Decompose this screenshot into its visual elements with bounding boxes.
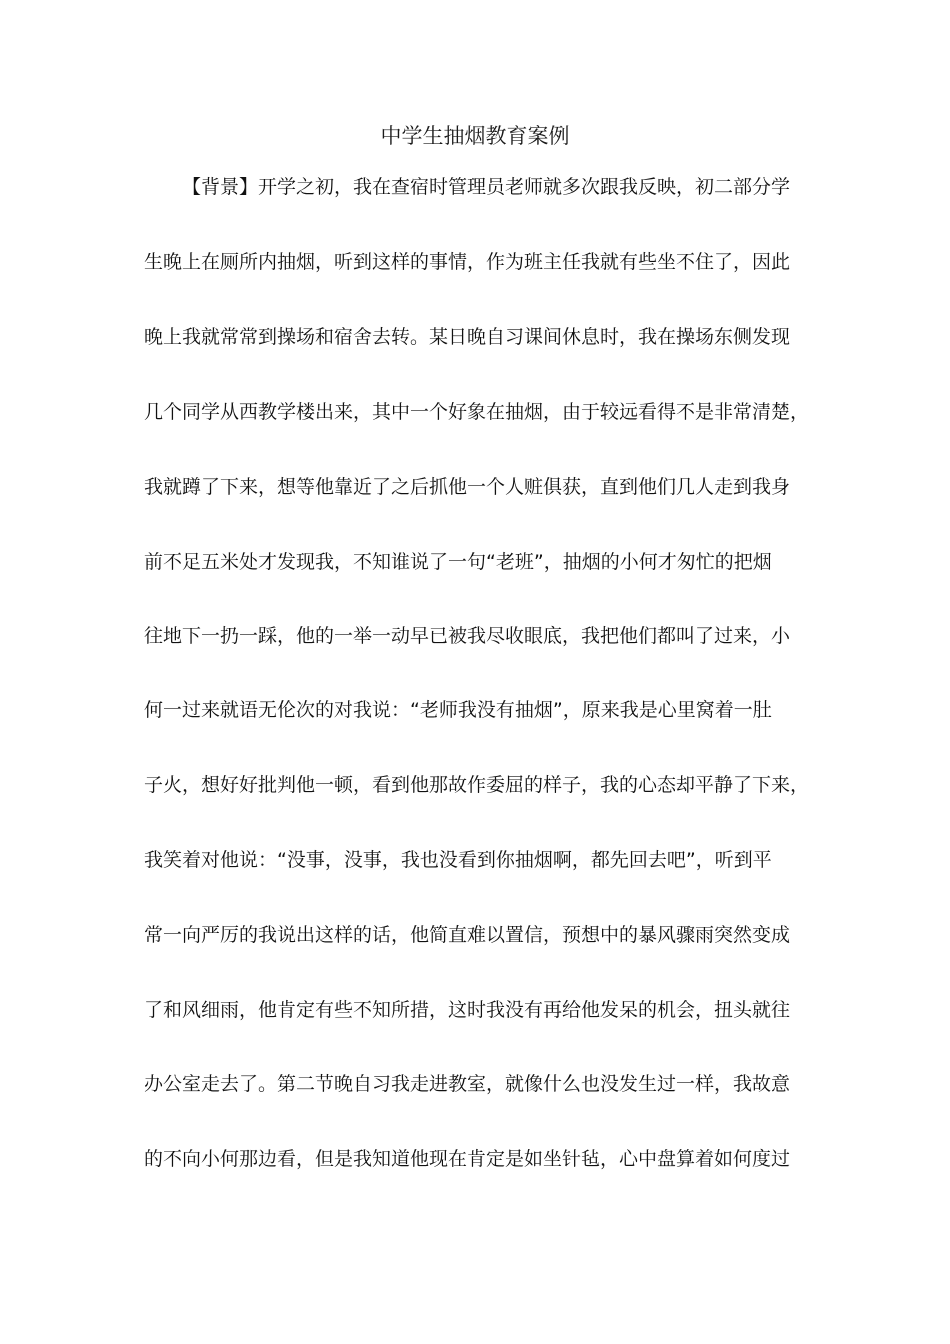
paragraph-line: 我笑着对他说：“没事，没事，我也没看到你抽烟啊，都先回去吧”，听到平 [144, 849, 772, 871]
paragraph-line: 了和风细雨，他肯定有些不知所措，这时我没有再给他发呆的机会，扭头就往 [144, 999, 791, 1021]
paragraph-line: 办公室走去了。第二节晚自习我走进教室，就像什么也没发生过一样，我故意 [144, 1073, 791, 1095]
paragraph-line: 几个同学从西教学楼出来，其中一个好象在抽烟，由于较远看得不是非常清楚， [144, 401, 810, 423]
paragraph-line: 的不向小何那边看，但是我知道他现在肯定是如坐针毡，心中盘算着如何度过 [144, 1148, 791, 1170]
paragraph-line: 常一向严厉的我说出这样的话，他简直难以置信，预想中的暴风骤雨突然变成 [144, 924, 791, 946]
paragraph-line: 我就蹲了下来，想等他靠近了之后抓他一个人赃俱获，直到他们几人走到我身 [144, 476, 791, 498]
paragraph-line: 【背景】开学之初，我在查宿时管理员老师就多次跟我反映，初二部分学 [182, 176, 791, 198]
paragraph-line: 晚上我就常常到操场和宿舍去转。某日晚自习课间休息时，我在操场东侧发现 [144, 326, 791, 348]
paragraph-line: 前不足五米处才发现我，不知谁说了一句“老班”，抽烟的小何才匆忙的把烟 [144, 551, 772, 573]
paragraph-line: 子火，想好好批判他一顿，看到他那故作委屈的样子，我的心态却平静了下来， [144, 774, 810, 796]
document-title: 中学生抽烟教育案例 [380, 124, 570, 148]
paragraph-line: 何一过来就语无伦次的对我说：“老师我没有抽烟”，原来我是心里窝着一肚 [144, 699, 772, 721]
paragraph-line: 生晚上在厕所内抽烟，听到这样的事情，作为班主任我就有些坐不住了，因此 [144, 251, 791, 273]
paragraph-line: 往地下一扔一踩，他的一举一动早已被我尽收眼底，我把他们都叫了过来，小 [144, 625, 791, 647]
